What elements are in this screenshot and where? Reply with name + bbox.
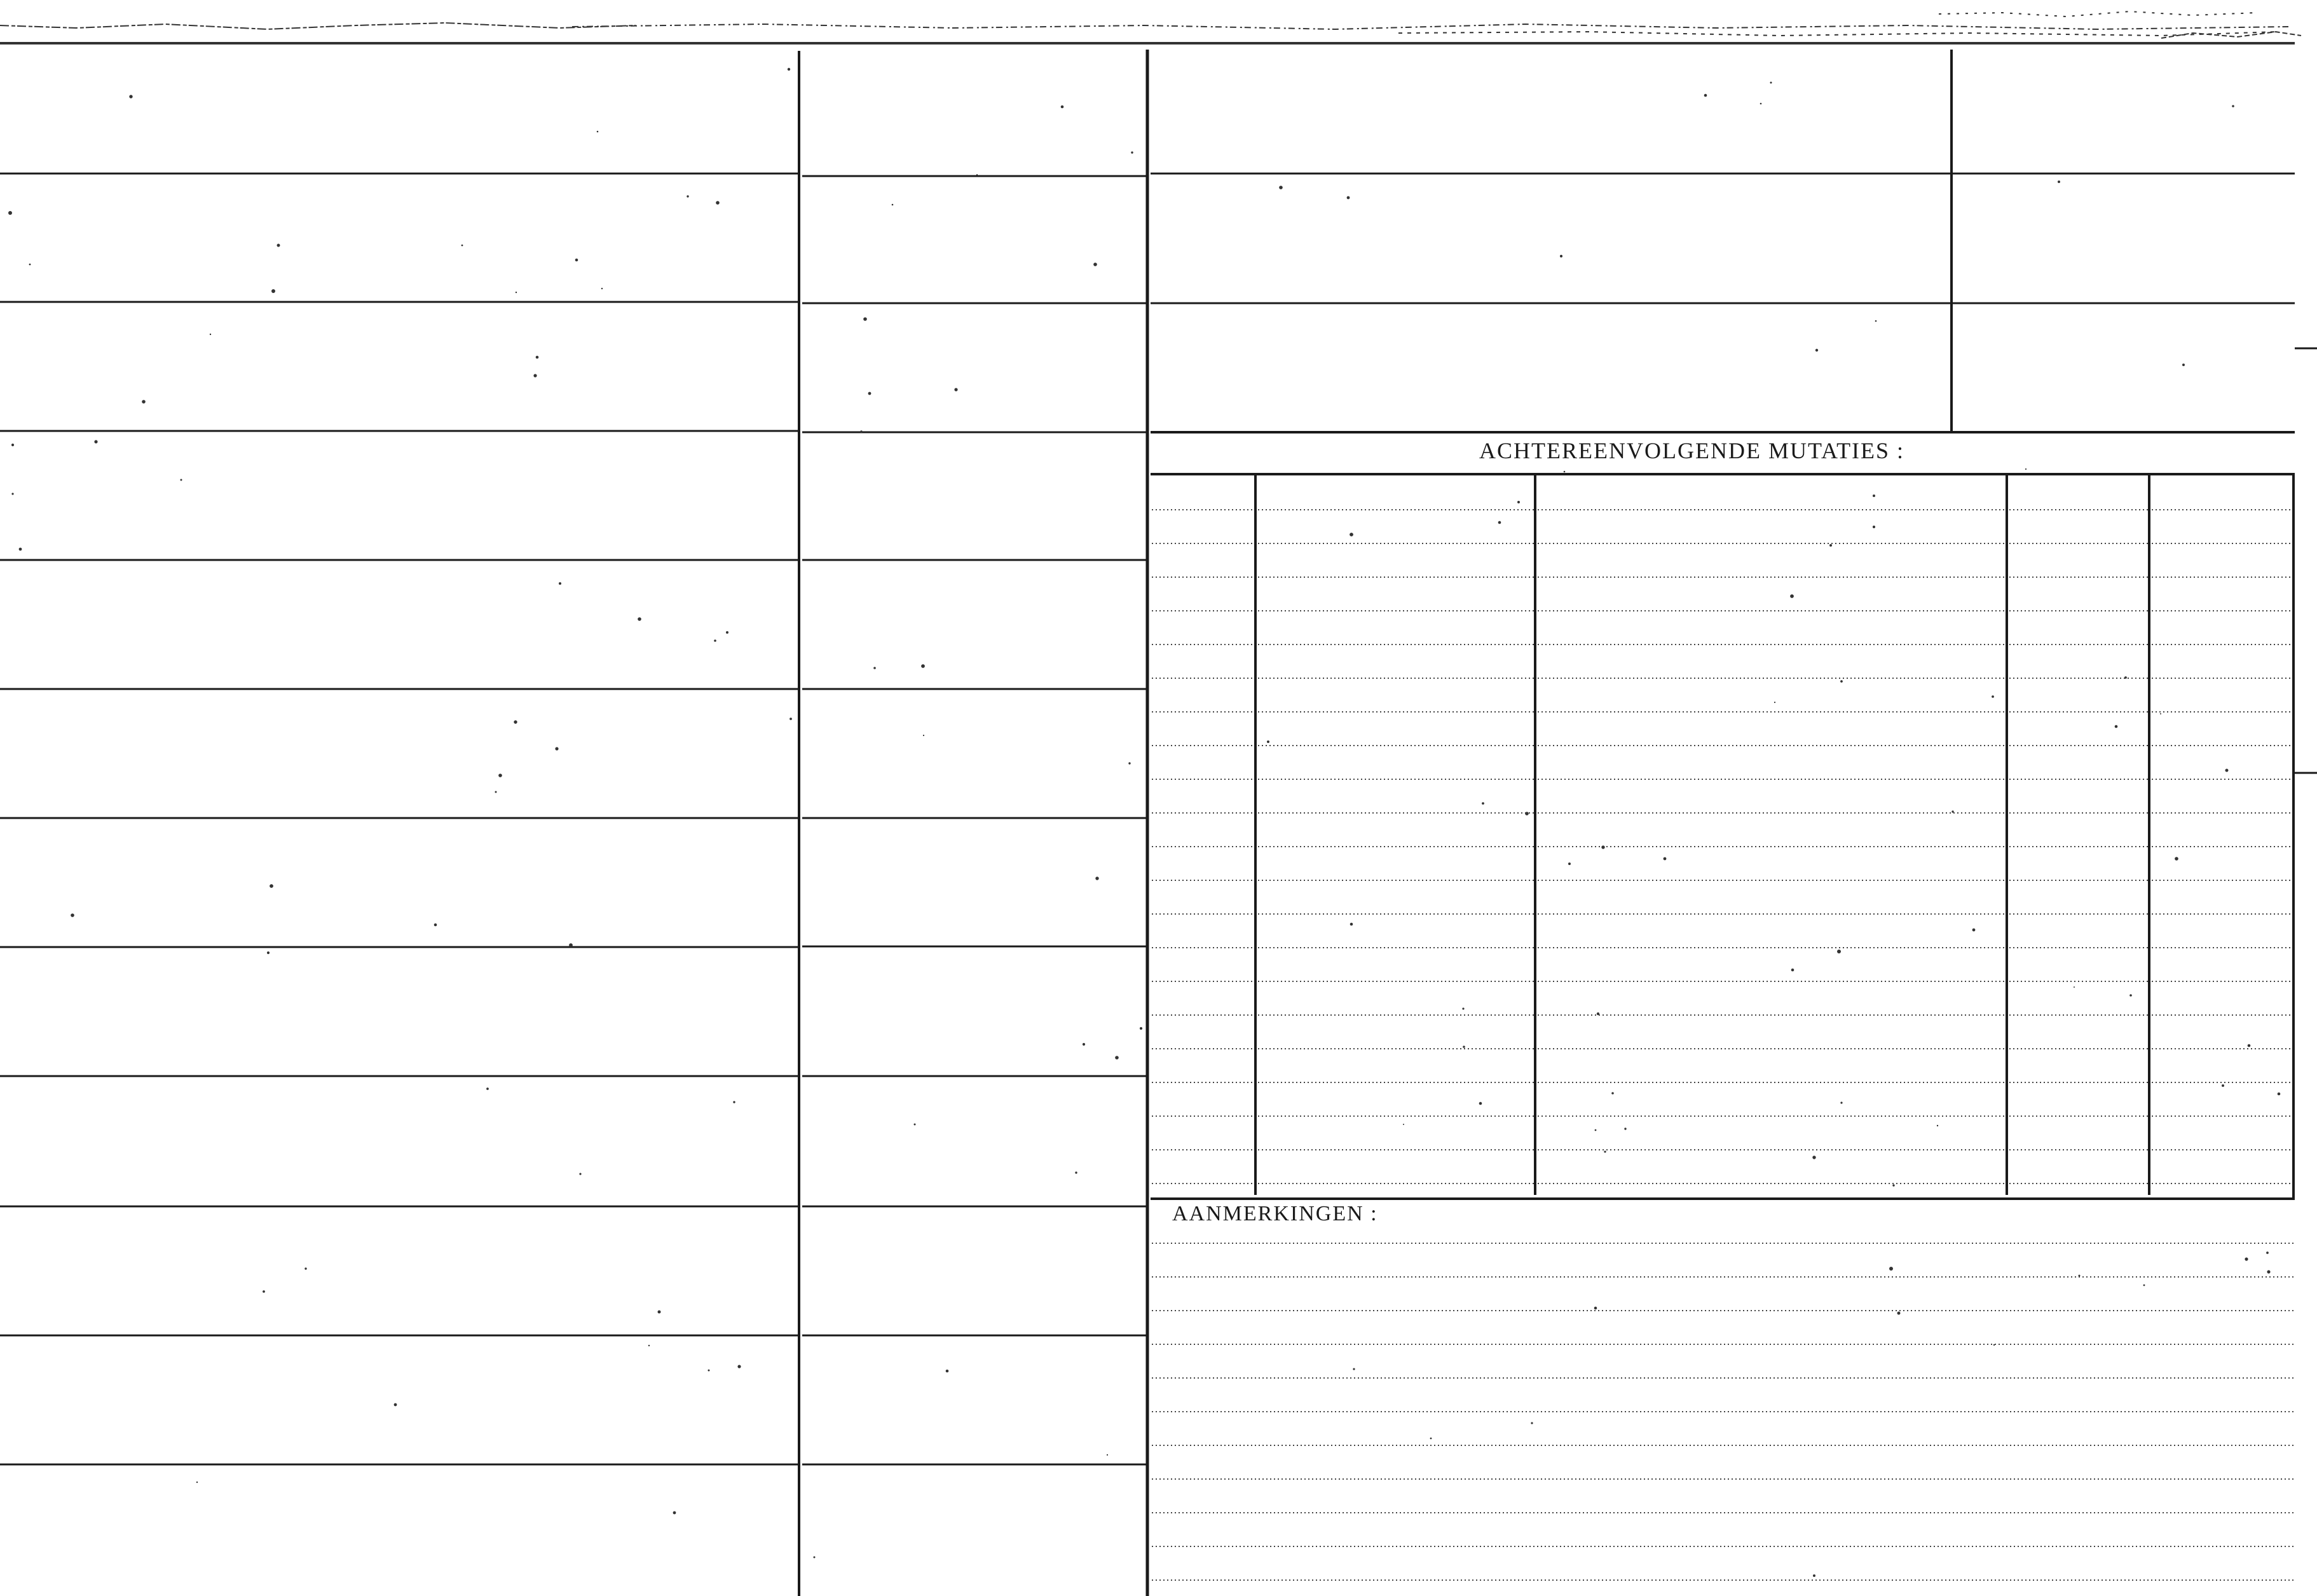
scan-speck [1815, 349, 1818, 351]
scan-speck [923, 735, 924, 736]
scan-speck [946, 1370, 949, 1373]
scan-speck [1267, 740, 1269, 743]
scan-speck [270, 884, 273, 888]
scan-speck [1517, 501, 1520, 503]
scan-speck [914, 1124, 916, 1126]
scan-speck [1128, 762, 1130, 764]
scan-speck [434, 924, 437, 927]
scan-speck [271, 289, 275, 293]
scan-speck [1463, 1046, 1465, 1048]
scan-speck [976, 174, 978, 175]
scan-speck [1951, 810, 1953, 812]
scan-speck [1840, 1102, 1842, 1103]
scan-speck [2129, 994, 2132, 997]
scan-speck [1993, 1344, 1995, 1346]
scan-speck [2124, 676, 2127, 679]
scan-speck [2248, 1044, 2251, 1047]
scan-speck [142, 400, 146, 404]
scan-speck [1525, 812, 1529, 815]
scan-speck [1479, 1102, 1482, 1105]
scan-speck [569, 943, 573, 947]
scan-speck [2143, 1285, 2145, 1286]
scan-speck [1131, 151, 1133, 153]
scan-speck [210, 334, 211, 335]
scan-speck [648, 1345, 650, 1346]
scan-speck [536, 356, 539, 359]
scan-speck [873, 667, 876, 669]
scan-speck [2182, 364, 2185, 366]
scan-speck [1873, 526, 1875, 528]
scan-speck [394, 1403, 397, 1407]
scan-speck [1774, 702, 1775, 703]
scan-speck [129, 95, 132, 98]
scan-speck [555, 747, 558, 750]
scan-speck [1568, 863, 1571, 865]
mutaties-dotted-rules [1152, 510, 2292, 1183]
scan-speck [1597, 1013, 1599, 1015]
scan-speck [2079, 1275, 2081, 1277]
scan-speck [94, 440, 97, 443]
scan-speck [1889, 1267, 1893, 1271]
scan-speck [486, 1088, 489, 1090]
scan-speck [11, 444, 14, 446]
scan-speck [1813, 1574, 1815, 1577]
scan-speck [1760, 103, 1762, 105]
scan-speck [2225, 769, 2229, 772]
scan-speck [196, 1482, 198, 1483]
scan-speck [277, 244, 280, 247]
scan-speck [1594, 1307, 1597, 1310]
scan-speck [498, 774, 502, 777]
scan-speck [514, 720, 517, 723]
scan-speck [716, 201, 720, 205]
scan-speck [789, 718, 792, 720]
scan-speck [892, 204, 894, 206]
scan-speck [2025, 468, 2027, 470]
scan-speck [733, 1101, 735, 1103]
scan-speck [673, 1511, 676, 1515]
scan-speck [2058, 181, 2060, 183]
scan-speck [2115, 725, 2118, 728]
scan-speck [575, 259, 578, 262]
scan-speck [579, 1173, 581, 1175]
scan-speck [267, 951, 270, 954]
scan-speck [8, 211, 12, 215]
scan-speck [2175, 857, 2178, 861]
scan-speck [2074, 986, 2075, 988]
scan-speck [868, 392, 871, 395]
scan-speck [1624, 1128, 1626, 1129]
scan-speck [788, 68, 790, 71]
scan-speck [2266, 1252, 2269, 1254]
scan-speck [1403, 1124, 1404, 1125]
scan-speck [1604, 1150, 1606, 1152]
scan-speck [2160, 713, 2161, 714]
scan-speck [1075, 1171, 1077, 1173]
scan-speck [1829, 544, 1832, 547]
scan-speck [71, 913, 74, 917]
scan-speck [1704, 94, 1707, 97]
scan-speck [2267, 1270, 2270, 1273]
scan-speck [1107, 1454, 1108, 1456]
scan-speck [708, 1370, 710, 1372]
scan-speck [1430, 1438, 1432, 1440]
scan-speck [1790, 594, 1794, 598]
scan-speck [1873, 494, 1875, 497]
scan-speck [1482, 802, 1484, 805]
scan-speck [1791, 969, 1794, 972]
scan-speck [2232, 105, 2234, 107]
aanmerkingen-heading: AANMERKINGEN : [1172, 1202, 1378, 1225]
scan-speck [1611, 1092, 1614, 1095]
scan-speck [921, 664, 925, 668]
scan-speck [1095, 876, 1098, 880]
scan-speck [863, 317, 867, 321]
scan-speck [1350, 533, 1353, 536]
mutaties-table-frame [1151, 474, 2295, 1199]
scan-speck [263, 1290, 265, 1293]
left-grid-verticals [799, 50, 1147, 1596]
left-grid-rows [0, 174, 1147, 1464]
scan-speck [2222, 1084, 2224, 1087]
scan-speck [533, 374, 537, 377]
scan-speck [2278, 1093, 2281, 1096]
scan-speck [11, 493, 13, 494]
scan-speck [1115, 1056, 1119, 1060]
scan-speck [687, 195, 688, 197]
right-top-grid [1151, 50, 2317, 773]
scan-speck [1892, 1184, 1894, 1186]
scan-speck [1992, 695, 1994, 698]
scan-speck [1897, 1312, 1901, 1315]
scan-speck [1601, 845, 1604, 849]
scan-speck [1837, 950, 1841, 953]
scan-speck [181, 479, 182, 481]
scan-speck [597, 131, 599, 133]
scan-speck [737, 1365, 741, 1368]
scan-speck [19, 548, 22, 551]
scan-speck [1350, 923, 1353, 926]
scan-speck [559, 582, 561, 585]
scan-speck [601, 288, 603, 289]
scan-speck [1560, 255, 1562, 257]
scan-speck [714, 639, 716, 642]
scan-speck [1140, 1027, 1142, 1030]
scan-speck [1875, 320, 1877, 322]
scan-speck [1061, 106, 1064, 109]
scan-speck [1462, 1007, 1464, 1009]
scan-speck [860, 430, 862, 432]
scan-speck [1840, 680, 1843, 683]
mutaties-heading: ACHTEREENVOLGENDE MUTATIES : [1479, 438, 1905, 463]
scan-speck [1664, 857, 1667, 861]
aanmerkingen-dotted-rules [1152, 1243, 2295, 1580]
scan-speck [1972, 929, 1976, 932]
scan-speck [1347, 196, 1350, 200]
scan-speck [516, 292, 517, 293]
scan-speck [2245, 1257, 2248, 1260]
scan-speck [954, 388, 957, 391]
scan-speck [1531, 1422, 1533, 1424]
scan-speck [1812, 1156, 1815, 1159]
scan-top-edge [0, 11, 2301, 43]
scan-speck [814, 1557, 816, 1558]
scan-speck [1093, 263, 1097, 266]
scan-speck [1770, 82, 1772, 84]
scan-speck [461, 245, 463, 247]
scan-speck [638, 617, 641, 621]
scan-speck [1564, 471, 1566, 473]
scan-speck [304, 1267, 306, 1269]
scan-speck [658, 1311, 661, 1314]
scan-speck [1595, 1129, 1597, 1131]
scan-specks [8, 68, 2280, 1577]
scan-speck [1279, 186, 1283, 189]
scan-speck [726, 631, 728, 634]
scan-speck [495, 791, 497, 793]
scan-speck [1498, 521, 1501, 524]
scan-speck [1353, 1368, 1355, 1370]
scan-speck [29, 264, 31, 266]
scan-speck [1083, 1043, 1085, 1046]
scan-speck [1937, 1125, 1938, 1126]
